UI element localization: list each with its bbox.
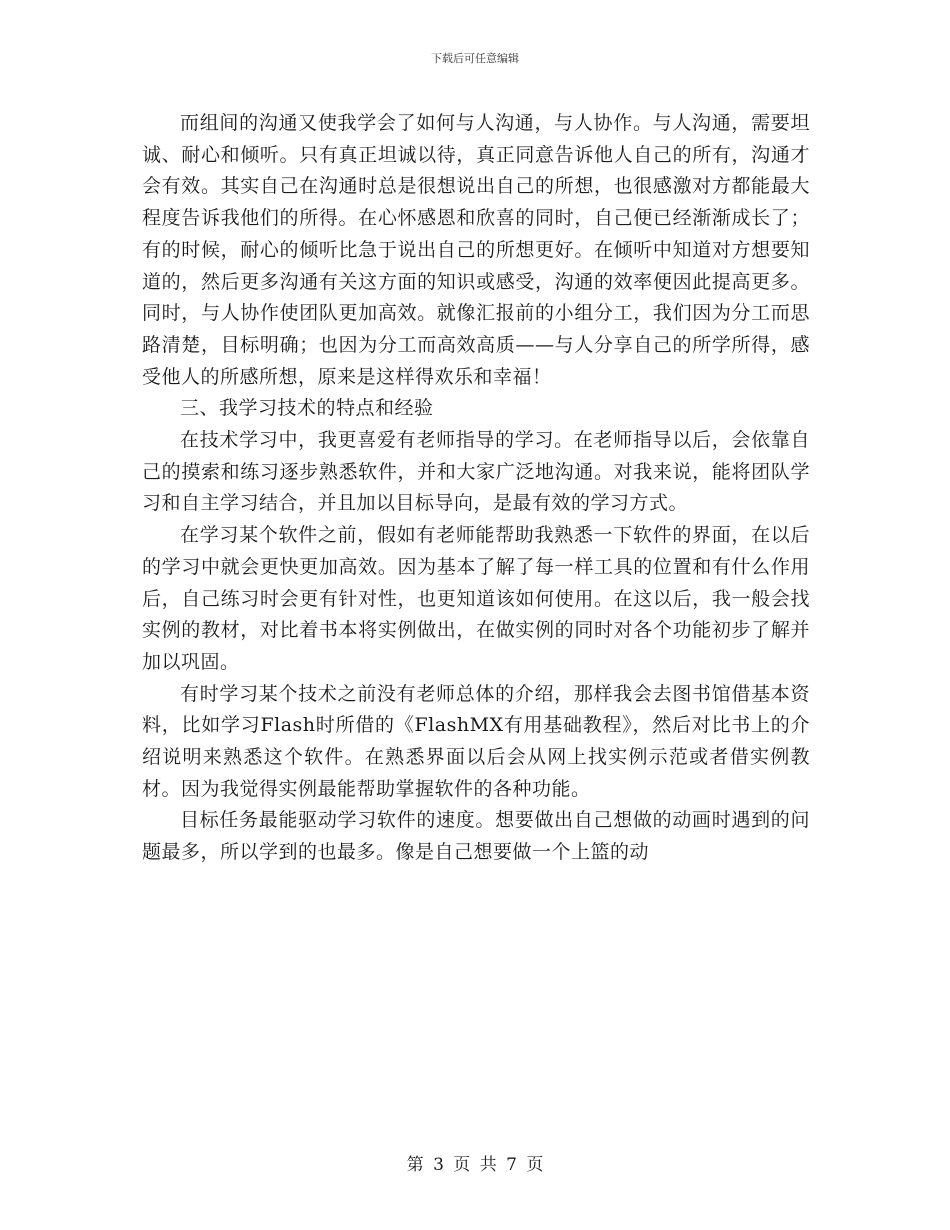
page-number-footer: 第 3 页 共 7 页 [406,1155,544,1175]
paragraph-teacher-guided: 在技术学习中，我更喜爱有老师指导的学习。在老师指导以后，会依靠自己的摸索和练习逐步熟悉软件，并和大家广泛地沟通。对我来说，能将团队学习和自主学习结合，并且加以目标导向，是最有效的学习方式。 [142,429,810,515]
paragraph-communication: 而组间的沟通又使我学会了如何与人沟通，与人协作。与人沟通，需要坦诚、耐心和倾听。只有真正坦诚以待，真正同意告诉他人自己的所有，沟通才会有效。其实自己在沟通时总是很想说出自己的所想，也很感激对方都能最大程度告诉我他们的所得。在心怀感恩和欣喜的同时，自己便已经渐渐成长了；有的时候，耐心的倾听比急于说出自己的所想更好。在倾听中知道对方想要知道的，然后更多沟通有关这方面的知识或感受，沟通的效率便因此提高更多。同时，与人协作使团队更加高效。就像汇报前的小组分工，我们因为分工而思路清楚，目标明确；也因为分工而高效高质——与人分享自己的所学所得，感受他人的所感所想，原来是这样得欢乐和幸福！ [142,112,810,388]
document-body [142,108,810,869]
paragraph-before-learning: 在学习某个软件之前，假如有老师能帮助我熟悉一下软件的界面，在以后的学习中就会更快更加高效。因为基本了解了每一样工具的位置和有什么作用后，自己练习时会更有针对性，也更知道该如何使用。在这以后，我一般会找实例的教材，对比着书本将实例做出，在做实例的同时对各个功能初步了解并加以巩固。 [142,524,810,673]
page-header: 下载后可任意编辑 [431,52,519,65]
paragraph-library-resources: 有时学习某个技术之前没有老师总体的介绍，那样我会去图书馆借基本资料，比如学习Flash时所借的《FlashMX有用基础教程》，然后对比书上的介绍说明来熟悉这个软件。在熟悉界面以后会从网上找实例示范或者借实例教材。因为我觉得实例最能帮助掌握软件的各种功能。 [142,682,810,800]
paragraph-goal-driven: 目标任务最能驱动学习软件的速度。想要做出自己想做的动画时遇到的问题最多，所以学到的也最多。像是自己想要做一个上篮的动 [142,809,810,864]
section-heading-tech-learning: 三、我学习技术的特点和经验 [180,397,434,420]
